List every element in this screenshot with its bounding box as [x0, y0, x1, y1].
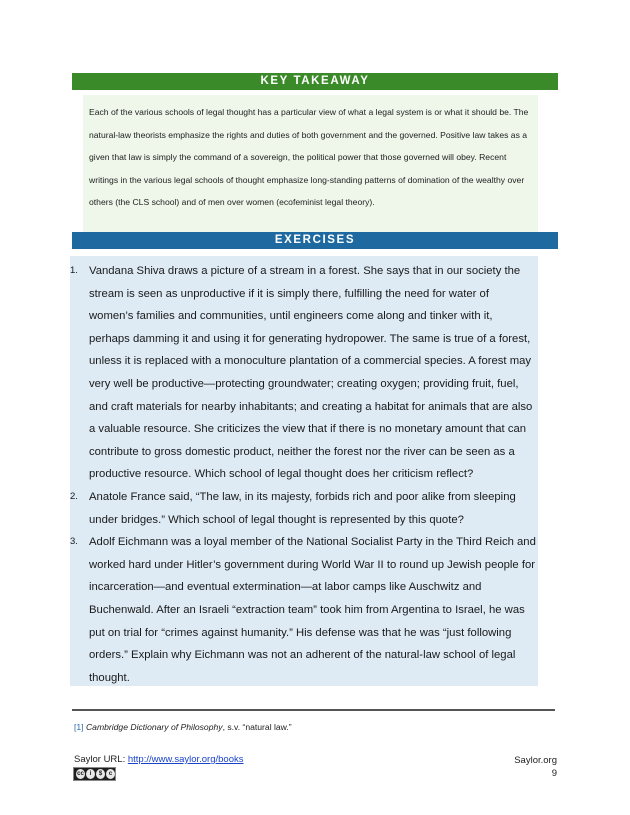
- footer-url-label: Saylor URL:: [74, 754, 128, 765]
- exercises-heading: EXERCISES: [72, 232, 558, 249]
- nc-icon: $: [96, 769, 105, 779]
- exercise-number: 3.: [70, 536, 78, 548]
- exercise-item-2: [70, 486, 538, 531]
- footer-source: [74, 754, 244, 765]
- by-icon: i: [86, 769, 95, 779]
- exercise-list: [70, 256, 538, 689]
- cc-license-icon: [73, 767, 116, 781]
- exercise-text: Vandana Shiva draws a picture of a stream in a forest. She says that in our society the stream is seen as unproductive if it is simply there, fulfilling the need for water of women’s families and communities, until engineers come along and tinker with it, perhaps damming it and using it for generating hydropower. The same is true of a forest, unless it is replaced with a monoculture plantation of a commercial species. A forest may very well be productive—protecting groundwater; creating oxygen; providing fruit, fuel, and craft materials for nearby inhabitants; and creating a habitat for animals that are also a valuable resource. She criticizes the view that if there is no monetary amount that can contribute to gross domestic product, neither the forest nor the river can be seen as a productive resource. Which school of legal thought does her criticism reflect?: [89, 265, 533, 481]
- exercise-item-1: [70, 260, 538, 486]
- footer-site: Saylor.org: [514, 755, 557, 766]
- key-takeaway-text: Each of the various schools of legal thought has a particular view of what a legal system is or what it should be. The natural-law theorists emphasize the rights and duties of both government and the governed. Positive law takes as a given that law is simply the command of a sovereign, the political power that those governed will obey. Recent writings in the various legal schools of thought emphasize long-standing patterns of domination of the wealthy over others (the CLS school) and of men over women (ecofeminist legal theory).: [83, 95, 538, 232]
- footnote-divider: [72, 709, 555, 711]
- sa-icon: c: [106, 769, 115, 779]
- footer-url-link[interactable]: http://www.saylor.org/books: [127, 754, 244, 765]
- footer-right: [514, 754, 557, 780]
- page-number: 9: [551, 768, 557, 779]
- exercise-item-3: [70, 531, 538, 689]
- key-takeaway-heading: KEY TAKEAWAY: [72, 73, 558, 90]
- exercise-text: Adolf Eichmann was a loyal member of the National Socialist Party in the Third Reich and worked hard under Hitler’s government during World War II to round up Jewish people for incarceration—and eventual extermination—at labor camps like Auschwitz and Buchenwald. After an Israeli “extraction team” took him from Argentina to Israel, he was put on trial for “crimes against humanity.” His defense was that he was “just following orders.” Explain why Eichmann was not an adherent of the natural-law school of legal thought.: [89, 536, 536, 684]
- footnote-rest: , s.v. “natural law.”: [222, 722, 292, 732]
- cc-icon: cc: [77, 771, 84, 777]
- footnote-title: Cambridge Dictionary of Philosophy: [85, 722, 223, 732]
- exercise-text: Anatole France said, “The law, in its majesty, forbids rich and poor alike from sleeping under bridges.” Which school of legal thought is represented by this quote?: [89, 490, 516, 526]
- exercise-number: 2.: [70, 490, 78, 502]
- exercises-box: [70, 256, 538, 686]
- exercise-number: 1.: [70, 265, 78, 276]
- footnote-ref[interactable]: [1]: [74, 722, 84, 732]
- footnote: [74, 722, 292, 732]
